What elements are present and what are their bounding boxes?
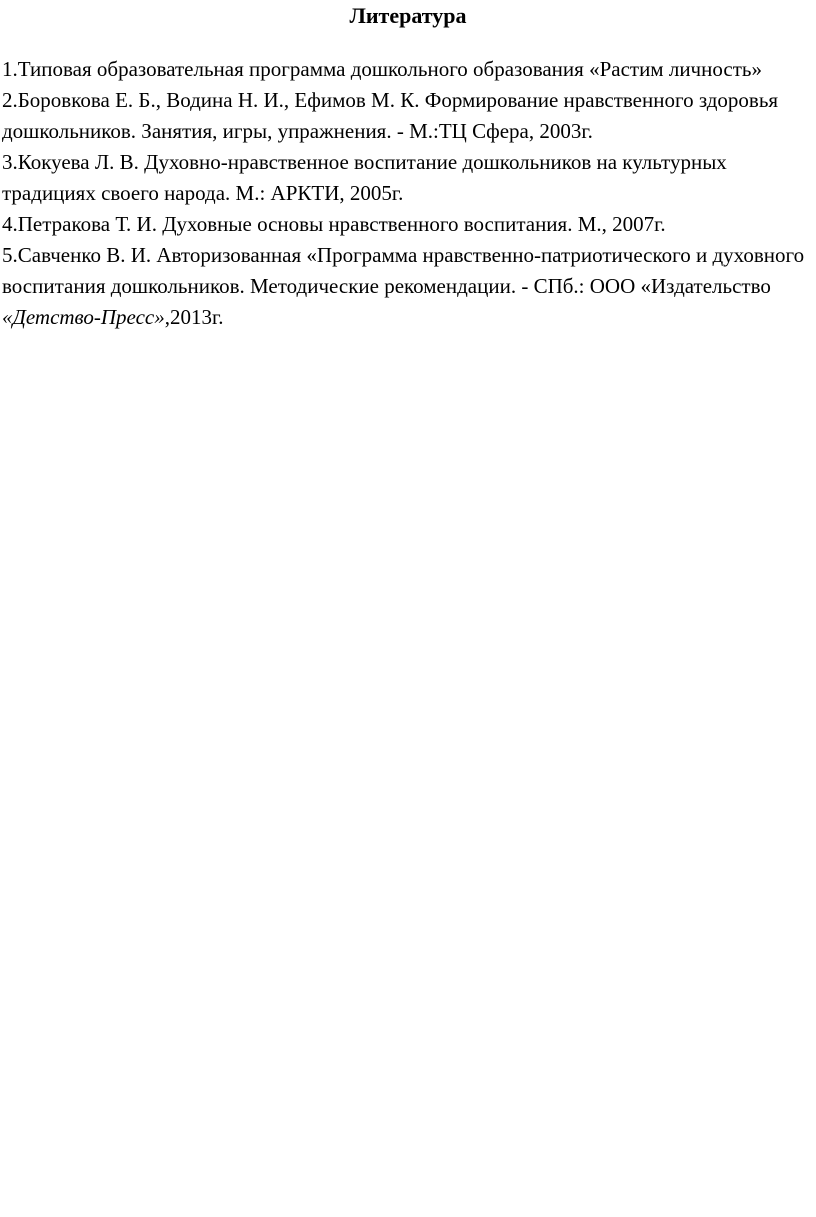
reference-text: Петракова Т. И. Духовные основы нравственного воспитания. М., 2007г. [17,212,666,236]
publisher-name: «Детство-Пресс» [2,305,165,329]
reference-item-2 [2,85,812,147]
reference-text: Боровкова Е. Б., Водина Н. И., Ефимов М. К. Формирование нравственного здоровья дошкольников. Занятия, игры, упражнения. - М.:ТЦ Сфера, 2003г. [2,88,779,143]
reference-text: Савченко В. И. Авторизованная «Программа нравственно-патриотического и духовного воспитания дошкольников. Методические рекомендации. - СПб.: ООО «Издательство [2,243,805,298]
reference-number: 1. [2,57,18,81]
reference-text: Кокуева Л. В. Духовно-нравственное воспитание дошкольников на культурных традициях своего народа. М.: АРКТИ, 2005г. [2,150,727,205]
reference-text-end: ,2013г. [164,305,224,329]
reference-text: Типовая образовательная программа дошкольного образования «Растим личность» [17,57,762,81]
reference-number: 2. [2,88,18,112]
reference-item-4 [2,209,812,240]
reference-number: 4. [2,212,18,236]
page-title: Литература [349,3,467,28]
reference-list [2,54,812,333]
reference-item-3 [2,147,812,209]
reference-number: 3. [2,150,18,174]
reference-item-5 [2,240,812,333]
reference-number: 5. [2,243,18,267]
reference-item-1 [2,54,812,85]
